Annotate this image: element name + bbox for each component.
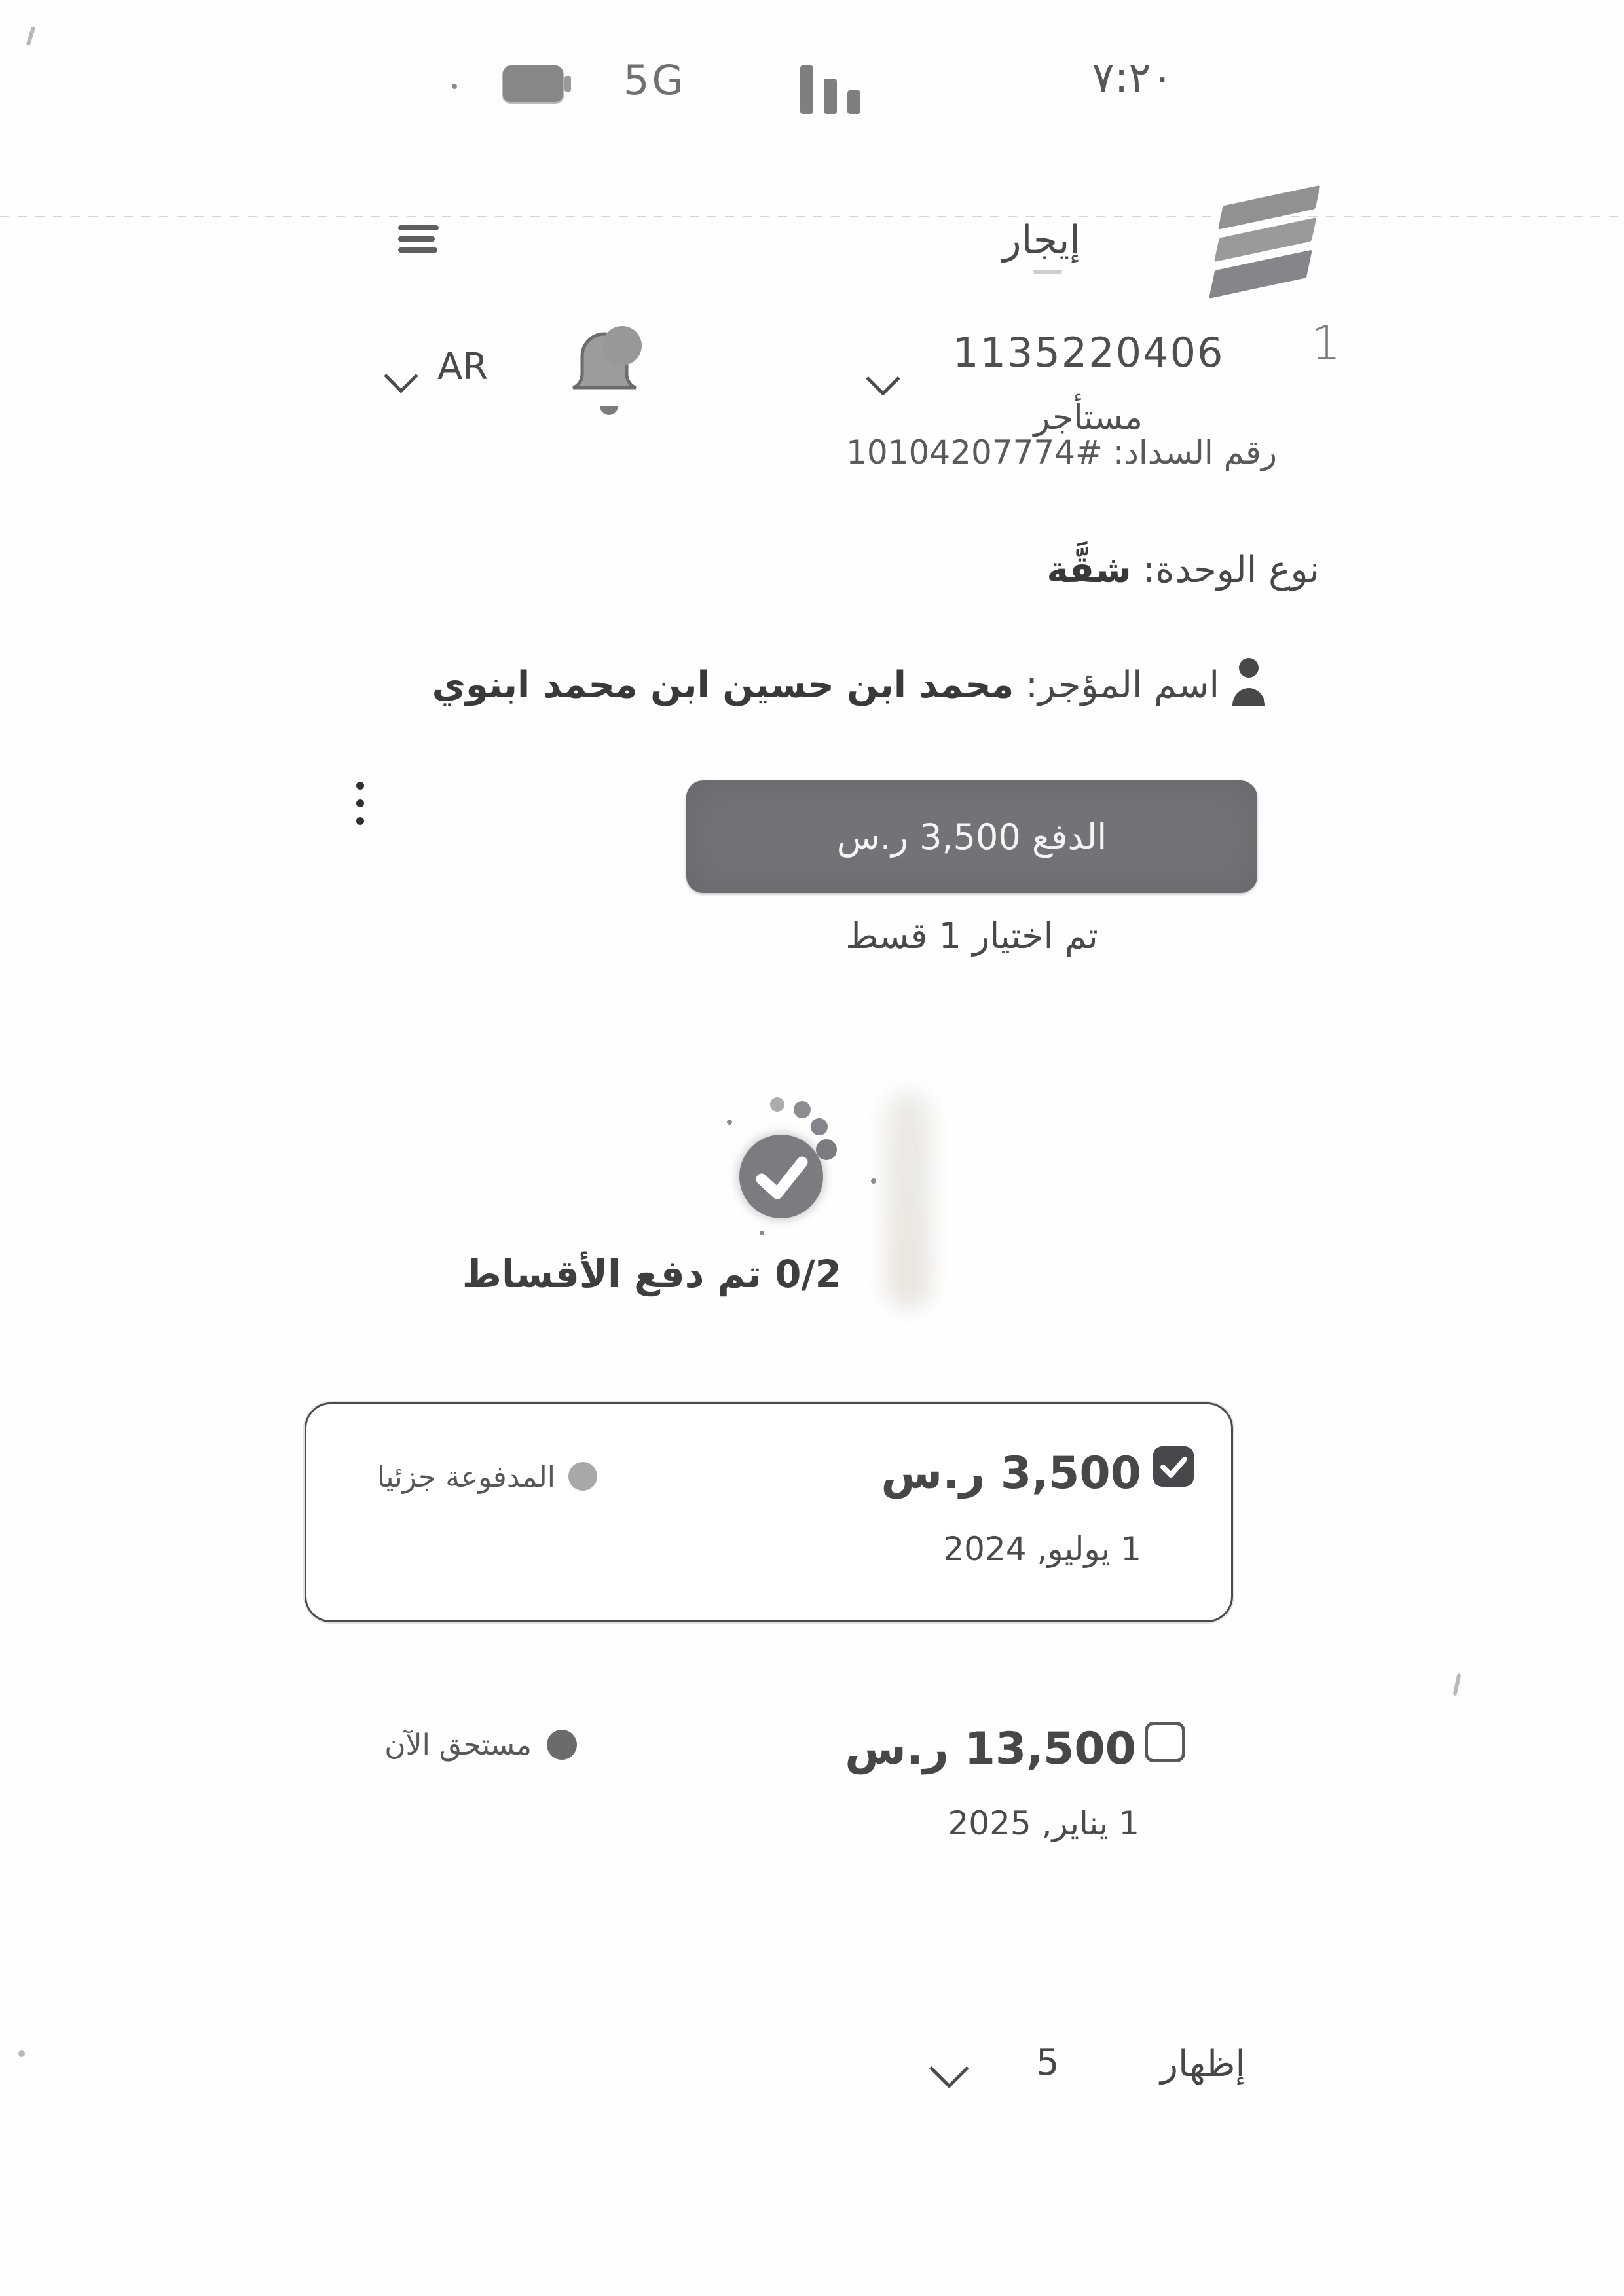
app-title: إيجار: [1002, 217, 1080, 263]
clock-time: ٧:٢٠: [1092, 54, 1173, 102]
status-dot: [568, 1462, 597, 1491]
page-indicator: 1: [1311, 316, 1341, 371]
scan-artifact: [452, 84, 457, 89]
show-label: إظهار: [1160, 2043, 1246, 2085]
confetti-dot: [871, 1178, 876, 1184]
role-label: مستأجر: [1033, 398, 1143, 437]
page-size-select[interactable]: 5: [1036, 2041, 1060, 2084]
network-type-label: 5G: [623, 56, 686, 104]
lessor-label: اسم المؤجر:: [1025, 664, 1219, 706]
status-badge: المدفوعة جزئيا: [377, 1461, 555, 1494]
signal-bars-icon: [800, 64, 860, 114]
confetti-dot: [770, 1097, 784, 1112]
installment-card[interactable]: [304, 1402, 1233, 1622]
unchecked-checkbox-icon[interactable]: [1145, 1722, 1185, 1762]
confetti-dot: [816, 1139, 837, 1160]
unit-type-value: شقَّة: [1046, 549, 1132, 591]
confetti-dot: [760, 1231, 764, 1235]
pay-button[interactable]: الدفع 3,500 ر.س: [686, 780, 1257, 893]
scan-artifact: [1453, 1673, 1462, 1696]
contract-number-dropdown[interactable]: 1135220406: [953, 329, 1225, 376]
chevron-down-icon[interactable]: [866, 361, 900, 395]
installment-amount: 13,500 ر.س: [845, 1723, 1136, 1775]
selection-note: تم اختيار 1 قسط: [845, 915, 1098, 957]
scan-artifact: [885, 1092, 931, 1308]
scan-artifact: [26, 26, 36, 46]
status-dot: [547, 1730, 577, 1760]
clipped-reference-text: رقم السداد: #10104207774: [846, 433, 1277, 471]
installment-amount: 3,500 ر.س: [881, 1448, 1141, 1499]
chevron-down-icon[interactable]: [384, 359, 418, 393]
hamburger-menu-icon[interactable]: [398, 225, 439, 259]
person-icon: [1230, 656, 1268, 711]
unit-type-line: [1046, 549, 1320, 591]
lessor-name: محمد ابن حسين ابن محمد ابنوي: [432, 664, 1014, 706]
kebab-menu-icon[interactable]: [356, 782, 364, 835]
chevron-down-icon[interactable]: [929, 2049, 969, 2088]
unit-type-label: نوع الوحدة:: [1143, 549, 1320, 591]
logo-tagline-mark: [1033, 270, 1062, 274]
ejar-logo-stripes-icon: [1202, 185, 1343, 304]
status-badge: مستحق الآن: [384, 1728, 532, 1762]
installments-status: 0/2 تم دفع الأقساط: [462, 1252, 841, 1296]
installment-due-date: 1 يوليو, 2024: [943, 1530, 1141, 1568]
check-circle-icon: [739, 1135, 823, 1218]
lessor-line: [432, 664, 1219, 706]
battery-icon: [503, 65, 563, 102]
confetti-dot: [727, 1120, 732, 1125]
scan-artifact: [18, 2050, 25, 2057]
language-selector[interactable]: AR: [437, 346, 489, 388]
notification-bell-icon[interactable]: [562, 322, 647, 423]
installment-due-date: 1 يناير, 2025: [948, 1804, 1139, 1842]
scan-artifact: [0, 216, 1624, 217]
clipped-reference-line: [688, 433, 1277, 477]
checked-checkbox-icon[interactable]: [1153, 1446, 1194, 1487]
confetti-dot: [811, 1118, 828, 1135]
confetti-dot: [794, 1101, 811, 1118]
